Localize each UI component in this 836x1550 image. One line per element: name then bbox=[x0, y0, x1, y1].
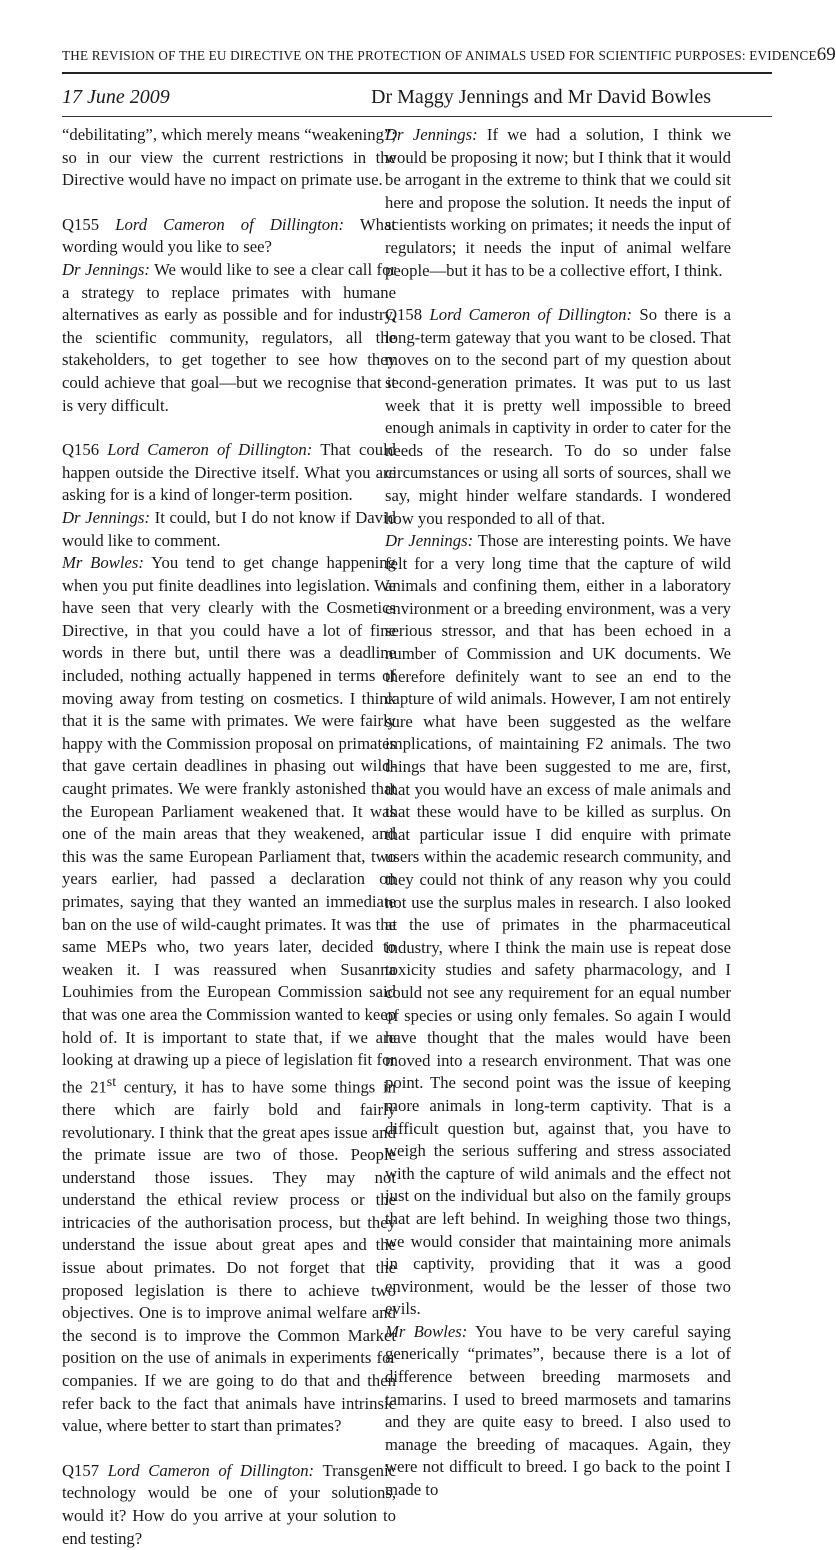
paragraph-continuation: “debilitating”, which merely means “weakening”; so in our view the current restrictions in the Directive would have no impact on primate use. bbox=[62, 125, 396, 190]
question-text: So there is a long-term gateway that you want to be closed. That moves on to the second part of my question about second-generation primates. It was put to us last week that it is pretty well impossible to breed enough animals in captivity in order to cater for the needs of the research. To do so under false circumstances or using all sorts of sources, shall we say, might hinder welfare standards. I wondered how you responded to all of that. bbox=[385, 305, 732, 528]
speaker: Dr Jennings: bbox=[385, 125, 478, 144]
question-155 bbox=[62, 214, 396, 259]
question-157 bbox=[62, 1460, 396, 1550]
question-text: That could happen outside the Directive itself. What you are asking for is a kind of longer-term position. bbox=[62, 440, 397, 505]
answer-text: If we had a solution, I think we would be proposing it now; but I think that it would be arrogant in the extreme to think that we could sit here and propose the solution. It needs the input of scientists working on primates; it needs the input of regulators; it needs the input of animal welfare people—but it has to be a collective effort, I think. bbox=[385, 125, 732, 280]
questioner: Lord Cameron of Dillington: bbox=[107, 1460, 315, 1480]
witnesses: Dr Maggy Jennings and Mr David Bowles bbox=[371, 86, 711, 108]
answer-158-jennings bbox=[385, 530, 731, 1321]
page-number: 69 bbox=[816, 44, 836, 65]
speaker: Dr Jennings: bbox=[62, 507, 151, 527]
speaker: Dr Jennings: bbox=[62, 259, 150, 279]
speaker: Mr Bowles: bbox=[62, 553, 144, 573]
question-text: Transgenic technology would be one of your solutions, would it? How do you arrive at your solution to end testing? bbox=[62, 1460, 397, 1548]
running-title: THE REVISION OF THE EU DIRECTIVE ON THE PROTECTION OF ANIMALS USED FOR SCIENTIFIC PURPOSES: EVIDENCE bbox=[62, 48, 817, 63]
answer-text: It could, but I do not know if David would like to comment. bbox=[62, 507, 397, 550]
questioner: Lord Cameron of Dillington: bbox=[107, 440, 313, 460]
answer-156-jennings bbox=[62, 507, 396, 552]
answer-157 bbox=[385, 124, 731, 282]
session-date: 17 June 2009 bbox=[62, 86, 170, 108]
answer-text-continued: century, it has to have some things in there which are fairly bold and fairly revolutionary. I think that the great apes issue and the primate issue are two of those. People understand those issues. They may not understand the ethical review process or the intricacies of the authorisation process, but they understand the issue about great apes and the issue about primates. Do not forget that the proposed legislation is there to achieve two objectives. One is to improve animal welfare and the second is to improve the Common Market position on the use of animals in experiments for companies. If we are going to do that and then refer back to the fact that animals have intrinsic value, where better to start than primates? bbox=[62, 1077, 396, 1436]
answer-text: You tend to get change happening when you put finite deadlines into legislation. We have seen that very clearly with the Cosmetics Directive, in that you could have a lot of fine words in there but, until there was a deadline included, nothing actually happened in terms of moving away from testing on cosmetics. I think that it is the same with primates. We were fairly happy with the Commission proposal on primates that gave certain deadlines in phasing out wild-caught primates. We were frankly astonished that the European Parliament weakened that. It was one of the main areas that they weakened, and this was the same European Parliament that, two years earlier, had passed a declaration on primates, saying that they wanted an immediate ban on the use of wild-caught primates. It was the same MEPs who, two years later, decided to weaken it. I was reassured when Susanna Louhimies from the European Commission said that was one area the Commission wanted to keep hold of. It is important to state that, if we are looking at drawing up a piece of legislation fit for the 21 bbox=[62, 553, 396, 1097]
question-number: Q158 bbox=[385, 305, 423, 325]
question-text: What wording would you like to see? bbox=[62, 214, 397, 257]
answer-155 bbox=[62, 259, 396, 417]
question-158 bbox=[385, 304, 731, 530]
question-number: Q156 bbox=[62, 440, 100, 460]
speaker: Dr Jennings: bbox=[385, 531, 474, 551]
questioner: Lord Cameron of Dillington: bbox=[115, 214, 345, 234]
header-rule-bottom bbox=[62, 116, 772, 117]
question-number: Q157 bbox=[62, 1460, 100, 1480]
right-column bbox=[385, 124, 731, 1502]
question-156 bbox=[62, 439, 396, 507]
answer-156-bowles bbox=[62, 552, 396, 1438]
header-rule-top bbox=[62, 72, 772, 74]
speaker: Mr Bowles: bbox=[385, 1321, 468, 1341]
superscript-st: st bbox=[106, 1074, 117, 1090]
questioner: Lord Cameron of Dillington: bbox=[429, 305, 633, 325]
left-column bbox=[62, 124, 396, 1550]
answer-text: You have to be very careful saying generically “primates”, because there is a lot of difference between breeding marmosets and tamarins. I used to breed marmosets and tamarins and they are quite easy to breed. I also used to manage the breeding of macaques. Again, they were not difficult to breed. I go back to the point I made to bbox=[385, 1321, 731, 1500]
answer-text: We would like to see a clear call for a strategy to replace primates with humane alternatives as early as possible and for industry, the scientific community, regulators, all the stakeholders, to get together to see how they could achieve that goal—but we recognise that it is very difficult. bbox=[62, 259, 397, 415]
answer-158-bowles bbox=[385, 1321, 731, 1502]
answer-text: Those are interesting points. We have felt for a very long time that the capture of wild animals and confining them, either in a laboratory environment or a breeding environment, was a very serious stressor, and that has been echoed in a number of Commission and UK documents. We therefore definitely want to see an end to the capture of wild animals. However, I am not entirely sure what have been suggested as the welfare implications, of maintaining F2 animals. The two things that have been suggested to me are, first, that you would have an excess of male animals and that these would have to be killed as surplus. On that particular issue I did enquire with primate users within the academic research community, and they could not think of any reason why you could not use the surplus males in research. I also looked at the use of primates in the pharmaceutical industry, where I think the main use is repeat dose toxicity studies and safety pharmacology, and I could not see any requirement for an equal number of species or using only females. So again I would have thought that the males would have been moved into a research environment. That was one point. The second point was the issue of keeping more animals in long-term captivity. That is a difficult question but, against that, you have to weigh the serious suffering and stress associated with the capture of wild animals and the effect not just on the individual but also on the family groups that are left behind. In weighing those two things, we would consider that maintaining more animals in captivity, providing that it was a good environment, would be the lesser of those two evils. bbox=[385, 531, 731, 1319]
question-number: Q155 bbox=[62, 214, 100, 234]
running-header bbox=[62, 44, 836, 70]
sub-header bbox=[62, 86, 772, 112]
